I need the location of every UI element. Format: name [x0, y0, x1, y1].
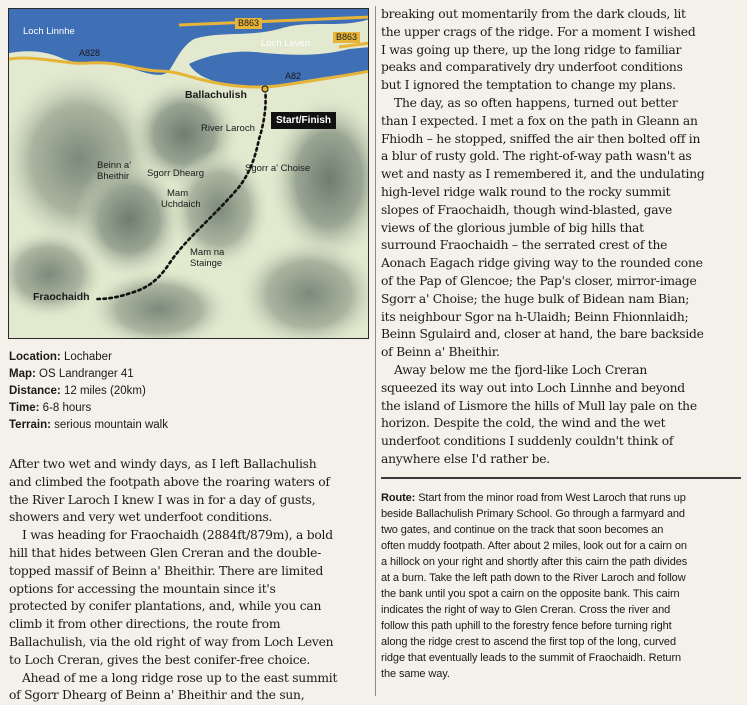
fact-value: 6-8 hours [42, 402, 92, 414]
paragraph [9, 456, 367, 527]
text-line: high-level ridge walk round to the rocky summit [381, 184, 671, 199]
text-line: options for accessing the mountain since it's [9, 581, 276, 596]
label-a828: A828 [79, 48, 101, 58]
label-beinn-a-bheithir-line1: Beinn a' [97, 160, 132, 171]
column-divider [375, 6, 376, 696]
fact-distance [9, 383, 369, 400]
text-line: of Sgorr Dhearg of Beinn a' Bheithir and the sun, [9, 688, 305, 703]
route-rule [381, 477, 741, 479]
text-line: its neighbour Sgor na h-Ulaidh; Beinn Fhionnlaidh; [381, 309, 689, 324]
text-line: squeezed its way out into Loch Linnhe and beyond [381, 380, 685, 395]
text-line: anywhere else I'd rather be. [381, 451, 550, 466]
text-line: slopes of Fraochaidh, though wind-blasted, gave [381, 202, 673, 217]
label-mam-uchdaich-line2: Uchdaich [161, 199, 201, 210]
text-line: climb it from other directions, the route from [9, 617, 281, 632]
text-line: Ballachulish, via the old right of way from Loch Leven [9, 634, 334, 649]
route-line: the bank until you spot a cairn on the opposite bank. This cairn [381, 588, 680, 600]
label-b863-right: B863 [333, 32, 360, 43]
text-line: I was heading for Fraochaidh (2884ft/879m), a bold [22, 528, 333, 543]
route-line: the same way. [381, 668, 450, 680]
text-line: of Beinn a' Bheithir. [381, 345, 500, 360]
text-line: Aonach Eagach ridge giving way to the rounded cone [381, 256, 703, 271]
text-line: protected by conifer plantations, and, while you can [9, 599, 322, 614]
route-map [8, 8, 369, 339]
text-line: I was going up there, up the long ridge to familiar [381, 42, 682, 57]
text-line: a blur of rusty gold. The right-of-way path wasn't as [381, 149, 692, 164]
label-beinn-a-bheithir-line2: Bheithir [97, 171, 130, 182]
text-line: Beinn Sgulaird and, closer at hand, the bare backside [381, 327, 704, 342]
walk-facts [9, 349, 369, 434]
fact-value: OS Landranger 41 [39, 368, 134, 380]
text-line: Fhiodh – he stopped, sniffed the air then bolted off in [381, 131, 701, 146]
fact-value: Lochaber [63, 351, 112, 363]
text-line: views of the glorious jumble of big hills that [381, 220, 644, 235]
paragraph [9, 527, 367, 669]
label-b863-top: B863 [235, 18, 262, 29]
fact-label: Terrain: [9, 419, 51, 431]
route-line: a hillock on your right and shortly after this cairn the path divides [381, 556, 688, 568]
text-line: to Loch Creran, gives the best conifer-free choice. [9, 652, 311, 667]
text-line: Away below me the fjord-like Loch Creran [394, 362, 648, 377]
text-line: of the Pap of Glencoe; the Pap's closer, mirror-image [381, 273, 697, 288]
label-river-laroch: River Laroch [201, 123, 255, 134]
fact-label: Location: [9, 351, 61, 363]
route-line: along the ridge crest to ascend the first top of the long, curved [381, 636, 676, 648]
label-sgorr-dhearg: Sgorr Dhearg [147, 168, 205, 179]
route-line: ridge that eventually leads to the summit of Fraochaidh. Return [381, 652, 682, 664]
text-line: hill that hides between Glen Creran and the double- [9, 545, 322, 560]
text-line: breaking out momentarily from the dark clouds, lit [381, 7, 686, 21]
text-line: horizon. Despite the cold, the wind and the wet [381, 416, 666, 431]
route-line: follow this path uphill to the forestry fence before turning right [381, 620, 672, 632]
fact-label: Time: [9, 402, 40, 414]
article-column-left [9, 456, 367, 705]
text-line: than I expected. I met a fox on the path in Gleann an [381, 113, 698, 128]
text-line: the River Laroch I knew I was in for a day of gusts, [9, 492, 316, 507]
label-sgorr-a-choise: Sgorr a' Choise [245, 163, 311, 174]
paragraph [381, 362, 741, 469]
fact-value: serious mountain walk [54, 419, 168, 431]
text-line: underfoot conditions I suddenly couldn't think of [381, 434, 674, 449]
text-line: the island of Lismore the hills of Mull lay pale on the [381, 398, 697, 413]
text-line: surround Fraochaidh – the serrated crest of the [381, 238, 668, 253]
text-line: The day, as so often happens, turned out better [394, 95, 678, 110]
route-line: at a burn. Take the left path down to the River Laroch and follow [381, 572, 686, 584]
text-line: wet and nasty as I remembered it, and the undulating [381, 167, 705, 182]
start-point-marker [262, 86, 268, 92]
route-line: beside Ballachulish Primary School. Go through a farmyard and [381, 508, 685, 520]
text-line: and climbed the footpath above the roaring waters of [9, 474, 330, 489]
route-line: often muddy footpath. After about 2 miles, look out for a cairn on [381, 540, 687, 552]
label-loch-linnhe: Loch Linnhe [23, 26, 75, 37]
text-line: Ahead of me a long ridge rose up to the east summit [22, 670, 338, 685]
start-finish-badge: Start/Finish [271, 112, 336, 129]
route-label: Route: [381, 492, 416, 504]
route-directions [381, 490, 741, 682]
label-mam-na-stainge-line1: Mam na [190, 247, 225, 258]
fact-label: Distance: [9, 385, 61, 397]
fact-map [9, 366, 369, 383]
label-loch-leven: Loch Leven [261, 38, 311, 49]
fact-time [9, 400, 369, 417]
route-line: Start from the minor road from West Laroch that runs up [415, 492, 686, 504]
label-fraochaidh: Fraochaidh [33, 291, 90, 303]
text-line: peaks and comparatively dry underfoot conditions [381, 60, 683, 75]
text-line: but I ignored the temptation to change my plans. [381, 78, 676, 93]
text-line: Sgorr a' Choise; the huge bulk of Bidean nam Bian; [381, 291, 690, 306]
text-line: topped massif of Beinn a' Bheithir. There are limited [9, 563, 324, 578]
fact-label: Map: [9, 368, 36, 380]
route-line: indicates the right of way to Glen Creran. Cross the river and [381, 604, 671, 616]
label-a82: A82 [285, 71, 302, 81]
fact-terrain [9, 417, 369, 434]
label-mam-na-stainge-line2: Stainge [190, 258, 223, 269]
route-text [381, 492, 687, 680]
paragraph [381, 6, 741, 95]
text-line: showers and very wet underfoot conditions. [9, 510, 273, 525]
route-line: two gates, and continue on the track that soon becomes an [381, 524, 664, 536]
label-ballachulish: Ballachulish [185, 89, 247, 101]
text-line: the upper crags of the ridge. For a moment I wished [381, 24, 696, 39]
text-line: After two wet and windy days, as I left Ballachulish [9, 457, 317, 471]
fact-value: 12 miles (20km) [63, 385, 146, 397]
article-column-right [381, 6, 741, 469]
fact-location [9, 349, 369, 366]
paragraph [381, 95, 741, 362]
label-mam-uchdaich-line1: Mam [167, 188, 189, 199]
